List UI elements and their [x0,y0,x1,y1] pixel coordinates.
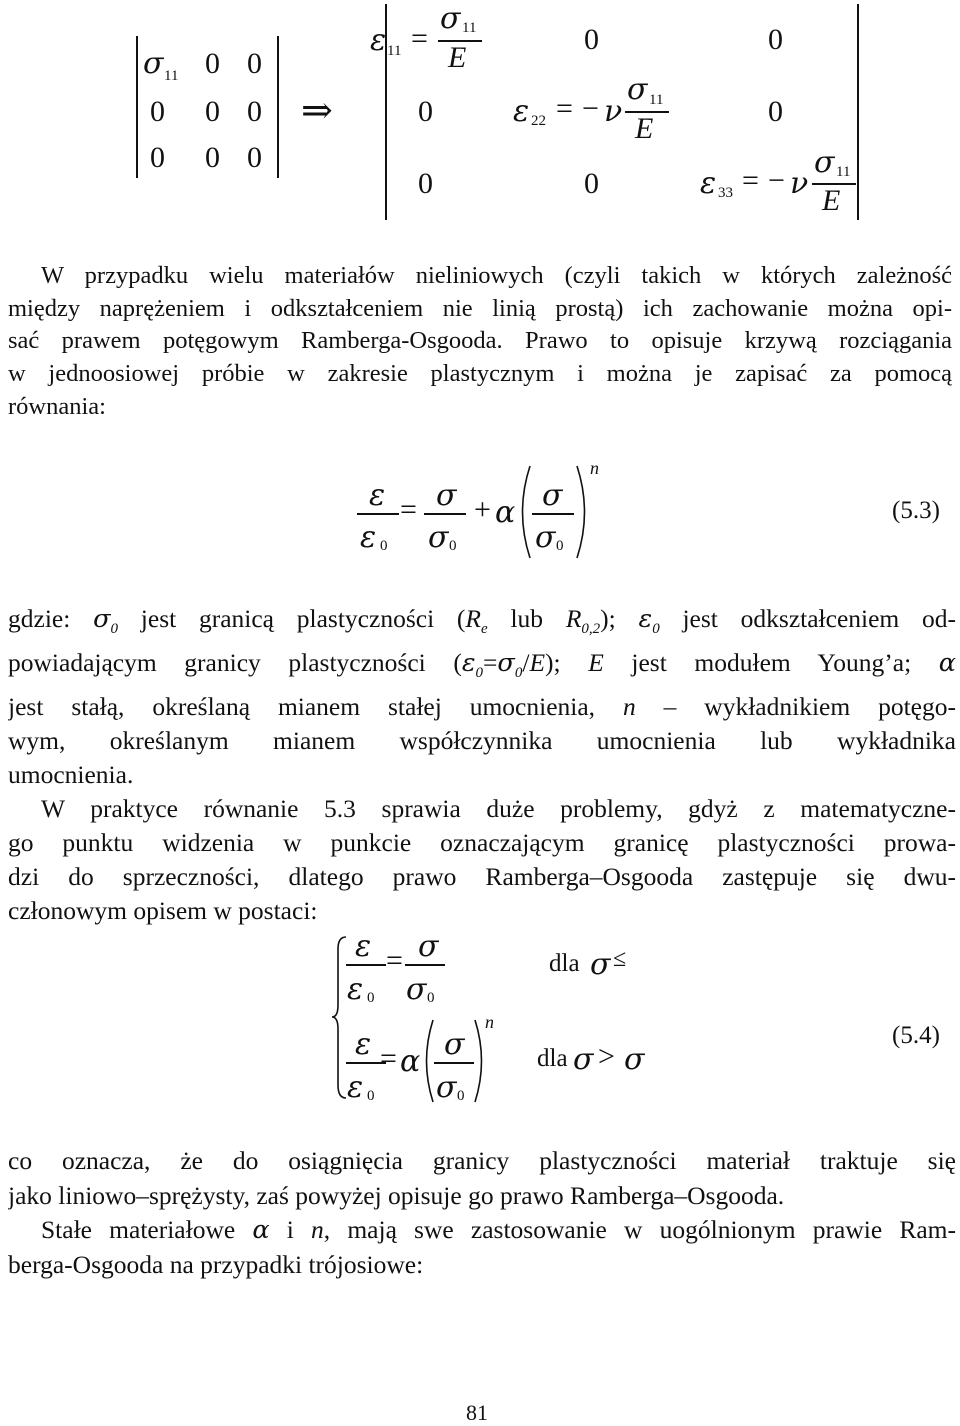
text-line: co oznacza, że do osiągnięcia granicy plastyczności materiał traktuje się [8,1146,956,1175]
sym: n [622,692,636,722]
minus: − [582,92,599,125]
frac-num: σ [627,72,648,107]
text-line [8,602,956,646]
text-line [8,646,956,690]
text-line: równania: [8,392,106,420]
exponent-n: n [485,1012,494,1032]
frac-num: σ [440,1,461,36]
text: Stałe materiałowe [41,1215,253,1244]
eps33: ε [700,166,717,201]
num-eps: ε [355,1027,372,1062]
exponent-n: n [590,458,599,478]
sub: 0 [427,990,435,1006]
num-eps: ε [369,478,386,513]
num-sigma: σ [436,478,457,513]
sym: n [311,1215,324,1244]
sigma: σ [590,947,611,982]
sub: 22 [531,113,546,129]
text-line: dzi do sprzeczności, dlatego prawo Ramberga–Osgooda zastępuje się dwu- [8,862,956,892]
text: / [522,648,530,678]
sigma: σ [624,1042,645,1077]
text-line: umocnienia. [8,760,134,790]
m-cell: 0 [205,95,220,128]
text-line: członowym opisem w postaci: [8,896,318,926]
left-matrix-bar-left [136,36,138,178]
sub: 0 [380,538,388,554]
left-paren [513,464,533,560]
m-cell: 0 [150,141,165,174]
num-sigma: σ [418,929,439,964]
den-sigma: σ [406,972,427,1007]
text-line: W przypadku wielu materiałów nieliniowych (czyli takich w których zależność [41,262,952,289]
sym: σ [93,604,111,634]
frac-bar [434,1062,474,1064]
sub: e [481,621,488,638]
m-cell: 0 [247,141,262,174]
eps11: ε [370,23,387,58]
frac-den: E [822,184,841,217]
sub: 11 [649,92,664,108]
num-eps: ε [355,929,372,964]
alpha: α [400,1044,421,1079]
frac-bar [405,964,445,966]
paragraph-definitions [8,602,956,928]
plus: + [474,493,491,526]
text: jest stałą, określaną mianem stałej umocnienia, [8,692,623,722]
left-paren [418,1018,436,1104]
den-sigma: σ [535,520,556,555]
sub: 0,2 [581,621,601,638]
eq: = [742,164,759,197]
text: = [483,648,498,678]
eps22: ε [513,94,530,129]
frac-bar [424,513,466,515]
gt: > [598,1040,615,1073]
m-cell: 0 [584,167,599,200]
text-line: W praktyce równanie 5.3 sprawia duże problemy, gdyż z matematyczne- [41,794,956,824]
eq: = [411,22,428,55]
equation-number: (5.4) [892,1022,940,1049]
text: gdzie: [8,604,94,633]
frac-bar [346,964,386,966]
text: ); [600,604,639,633]
text-line: jako liniowo–sprężysty, zaś powyżej opisuje go prawo Ramberga–Osgooda. [8,1180,785,1210]
implies-arrow: ⇒ [301,90,333,132]
den-eps: ε [360,520,377,555]
frac-bar [357,513,399,515]
frac-den: E [635,112,654,145]
sym: α [252,1215,270,1245]
num-sigma: σ [444,1027,465,1062]
sym: ε [461,648,476,679]
text: jest modułem Young’a; [603,648,939,678]
sym: E [588,648,604,678]
sub: 33 [718,185,733,201]
sym: E [529,648,546,678]
text: i [269,1215,312,1244]
sub: 0 [652,621,660,638]
text: – wykładnikiem potęgo- [635,692,956,722]
m-cell: 0 [150,95,165,128]
sym: ε [638,604,653,634]
den-sigma: σ [428,520,449,555]
text: ); [545,648,589,678]
sub: 0 [457,1088,465,1104]
text: jest odkształceniem od- [659,604,956,633]
nu: ν [790,166,809,201]
m-cell: 0 [584,23,599,56]
text-line: berga-Osgooda na przypadki trójosiowe: [8,1249,424,1279]
sub: 0 [367,990,375,1006]
eq: = [386,944,403,977]
text-line: wym, określanym mianem współczynnika umocnienia lub wykładnika [8,726,956,756]
sub: 0 [110,621,119,638]
m-cell: 0 [768,23,783,56]
m-cell: 0 [247,47,262,80]
sub: 11 [387,43,402,59]
m-cell: 0 [205,141,220,174]
num-sigma: σ [542,478,563,513]
sigma: σ [573,1042,594,1077]
m-sub11: 11 [164,68,179,84]
sym: σ [497,648,515,679]
sub: 0 [475,665,484,682]
dla-label: dla [537,1045,568,1072]
sub: 0 [449,538,457,554]
sub: 0 [514,665,523,682]
minus: − [768,164,785,197]
text: powiadającym granicy plastyczności ( [8,648,462,678]
sub: 11 [836,164,851,180]
m-cell: 0 [768,95,783,128]
page-number: 81 [466,1400,488,1425]
eq: = [556,92,573,125]
frac-num: σ [814,145,835,180]
text: , mają swe zastosowanie w uogólnionym prawie Ram- [323,1215,956,1244]
right-matrix-bar-right [857,4,859,220]
m-cell: 0 [205,47,220,80]
sub: 0 [367,1088,375,1104]
m-cell: 0 [418,95,433,128]
text-line: go punktu widzenia w punkcie oznaczającym granicę plastyczności prowa- [8,828,956,858]
paragraph-conclusion [8,1144,956,1282]
sub: 0 [556,538,564,554]
le: ≤ [613,946,627,972]
sym: α [938,648,956,679]
alpha: α [495,495,516,530]
nu: ν [604,94,623,129]
den-sigma: σ [436,1070,457,1105]
dla-label: dla [549,950,580,977]
text-line [8,690,956,724]
text-line: między naprężeniem i odkształceniem nie linią prostą) ich zachowanie można opi- [8,294,952,322]
text-line: w jednoosiowej próbie w zakresie plastycznym i można je zapisać za pomocą [8,360,952,388]
eq: = [400,493,417,526]
sub: 11 [462,20,477,36]
frac-den: E [448,41,467,74]
text-line: sać prawem potęgowym Ramberga-Osgooda. Prawo to opisuje krzywą rozciągania [8,327,952,355]
paragraph-intro [8,260,952,424]
m-cell: 0 [247,95,262,128]
den-eps: ε [347,1070,364,1105]
frac-bar [532,513,574,515]
left-matrix-bar-right [277,36,279,178]
text: jest granicą plastyczności ( [118,604,466,633]
text: lub [487,604,566,633]
m-cell: 0 [418,167,433,200]
den-eps: ε [347,972,364,1007]
text-line [8,1213,956,1248]
m-sigma: σ [143,46,164,81]
equation-number: (5.3) [892,497,940,524]
eq: = [380,1042,397,1075]
sym: R [465,604,481,633]
sym: R [565,604,582,633]
